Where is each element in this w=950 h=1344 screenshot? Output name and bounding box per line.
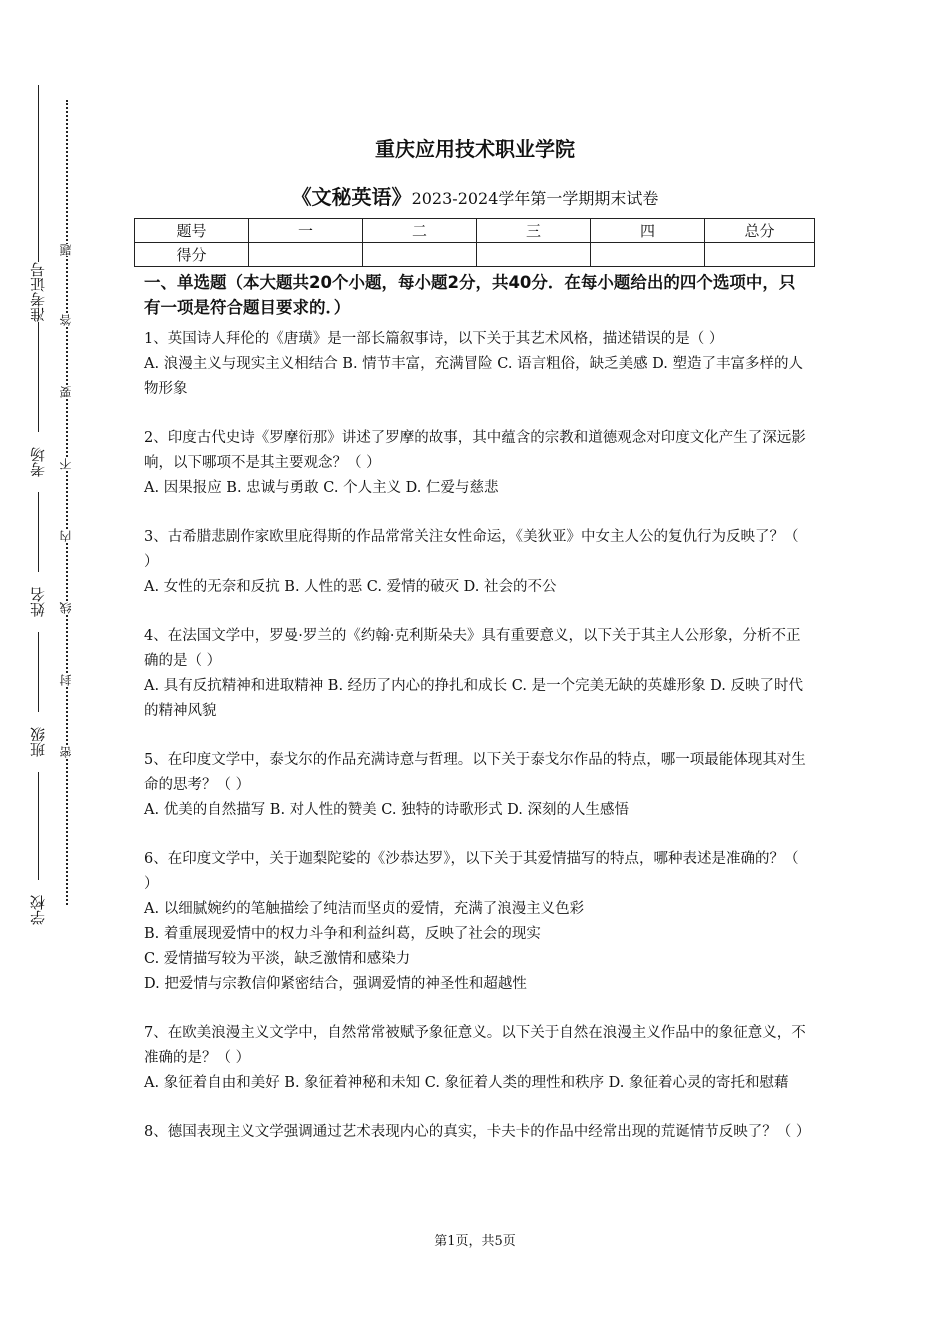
question-option-d: D. 把爱情与宗教信仰紧密结合，强调爱情的神圣性和超越性	[144, 976, 527, 992]
seal-char: 线	[59, 602, 73, 614]
question-7	[144, 1021, 808, 1096]
seal-char: 答	[59, 314, 73, 326]
score-cell	[477, 243, 591, 267]
question-options: A. 象征着自由和美好 B. 象征着神秘和未知 C. 象征着人类的理性和秩序 D. 象征着心灵的寄托和慰藉	[144, 1075, 789, 1091]
exam-number-label: 准考证号	[22, 262, 54, 322]
exam-term: 2023-2024学年第一学期期末试卷	[411, 189, 659, 208]
seal-char: 内	[59, 530, 73, 542]
question-6	[144, 847, 808, 997]
seal-dotted-line	[66, 100, 68, 905]
seal-char: 密	[59, 746, 73, 758]
question-1	[144, 327, 808, 402]
seal-char: 不	[59, 458, 73, 470]
seal-char: 题	[59, 244, 73, 256]
class-label: 班级	[22, 712, 54, 772]
question-5	[144, 748, 808, 823]
course-name: 《文秘英语》	[291, 185, 412, 209]
question-3	[144, 525, 808, 600]
score-table-header-cell: 二	[363, 219, 477, 243]
score-table	[134, 218, 815, 267]
exam-content	[144, 270, 811, 1145]
question-stem: 7、在欧美浪漫主义文学中，自然常常被赋予象征意义。以下关于自然在浪漫主义作品中的象征意义，不准确的是？（ ）	[144, 1025, 806, 1066]
question-stem: 8、德国表现主义文学强调通过艺术表现内心的真实，卡夫卡的作品中经常出现的荒诞情节反映了？（ ）	[144, 1124, 811, 1140]
seal-char: 封	[59, 674, 73, 686]
score-table-header-cell: 总分	[705, 219, 815, 243]
name-label: 姓名	[22, 572, 54, 632]
school-title: 重庆应用技术职业学院	[375, 137, 575, 161]
question-stem: 1、英国诗人拜伦的《唐璜》是一部长篇叙事诗，以下关于其艺术风格，描述错误的是（ ）	[144, 331, 724, 347]
section-heading: 一、单选题（本大题共20个小题，每小题2分，共40分．在每小题给出的四个选项中，只有一项是符合题目要求的．）	[144, 273, 796, 317]
seal-char: 要	[59, 386, 73, 398]
question-options: A. 具有反抗精神和进取精神 B. 经历了内心的挣扎和成长 C. 是一个完美无缺的英雄形象 D. 反映了时代的精神风貌	[144, 678, 804, 719]
question-8	[144, 1120, 811, 1145]
score-cell	[363, 243, 477, 267]
question-4	[144, 624, 808, 724]
score-cell	[591, 243, 705, 267]
question-option-a: A. 以细腻婉约的笔触描绘了纯洁而坚贞的爱情，充满了浪漫主义色彩	[144, 901, 585, 917]
question-stem: 6、在印度文学中，关于迦梨陀娑的《沙恭达罗》，以下关于其爱情描写的特点，哪种表述是准确的？（ ）	[144, 851, 799, 892]
score-table-header-cell: 一	[249, 219, 363, 243]
page-footer: 第1页，共5页	[434, 1234, 516, 1249]
question-options: A. 优美的自然描写 B. 对人性的赞美 C. 独特的诗歌形式 D. 深刻的人生感悟	[144, 802, 630, 818]
score-cell	[249, 243, 363, 267]
question-stem: 5、在印度文学中，泰戈尔的作品充满诗意与哲理。以下关于泰戈尔作品的特点，哪一项最能体现其对生命的思考？（ ）	[144, 752, 806, 793]
score-table-header-cell: 三	[477, 219, 591, 243]
binding-line	[38, 85, 39, 940]
score-table-score-row	[135, 243, 815, 267]
exam-room-label: 考场	[22, 432, 54, 492]
question-options: A. 浪漫主义与现实主义相结合 B. 情节丰富，充满冒险 C. 语言粗俗，缺乏美感 D. 塑造了丰富多样的人物形象	[144, 356, 804, 397]
question-options: A. 女性的无奈和反抗 B. 人性的恶 C. 爱情的破灭 D. 社会的不公	[144, 579, 557, 595]
score-table-header-cell: 四	[591, 219, 705, 243]
question-option-b: B. 着重展现爱情中的权力斗争和利益纠葛，反映了社会的现实	[144, 926, 541, 942]
question-stem: 2、印度古代史诗《罗摩衍那》讲述了罗摩的故事，其中蕴含的宗教和道德观念对印度文化产生了深远影响，以下哪项不是其主要观念？（ ）	[144, 430, 806, 471]
score-cell	[705, 243, 815, 267]
score-table-header-cell: 题号	[135, 219, 249, 243]
school-label: 学校	[22, 880, 54, 940]
score-row-label: 得分	[135, 243, 249, 267]
question-stem: 4、在法国文学中，罗曼·罗兰的《约翰·克利斯朵夫》具有重要意义，以下关于其主人公形象，分析不正确的是（ ）	[144, 628, 801, 669]
question-stem: 3、古希腊悲剧作家欧里庇得斯的作品常常关注女性命运，《美狄亚》中女主人公的复仇行为反映了？（ ）	[144, 529, 799, 570]
score-table-header-row	[135, 219, 815, 243]
question-options: A. 因果报应 B. 忠诚与勇敢 C. 个人主义 D. 仁爱与慈悲	[144, 480, 499, 496]
exam-subtitle	[0, 181, 950, 210]
question-2	[144, 426, 808, 501]
question-option-c: C. 爱情描写较为平淡，缺乏激情和感染力	[144, 951, 411, 967]
